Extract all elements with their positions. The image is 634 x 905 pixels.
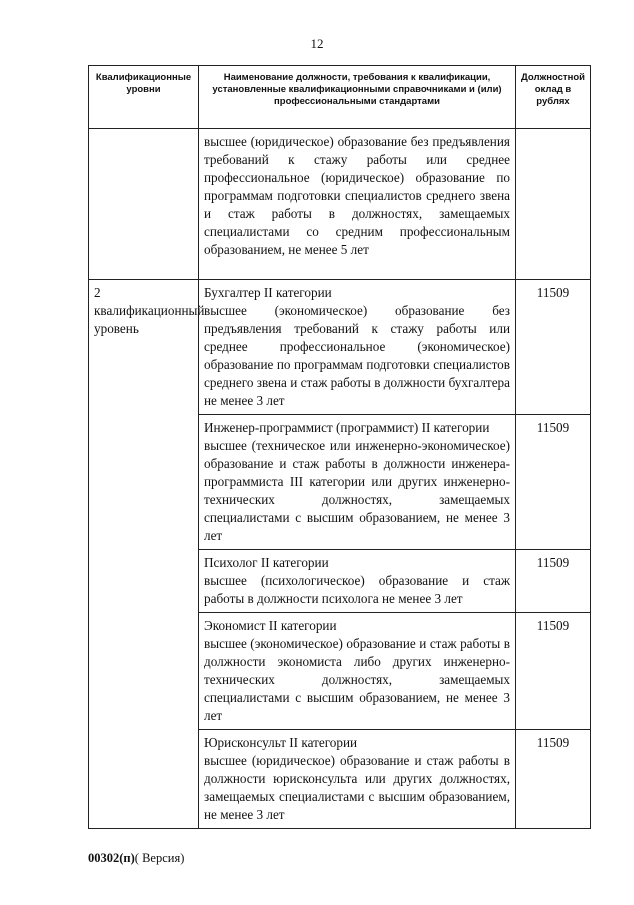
level-cell-continued <box>89 129 199 280</box>
salary-cell <box>516 129 591 280</box>
requirements-text: высшее (экономическое) образование и стаж работы в должности экономиста либо других инженерно-технических должностях, замещаемых специалистами с высшим образованием, не менее 3 лет <box>204 636 510 723</box>
qualification-table <box>88 65 591 829</box>
document-version: ( Версия) <box>134 851 185 865</box>
position-cell <box>199 280 516 415</box>
position-cell <box>199 129 516 280</box>
position-cell <box>199 613 516 730</box>
salary-cell: 11509 <box>516 280 591 415</box>
position-cell <box>199 550 516 613</box>
position-cell <box>199 415 516 550</box>
header-position: Наименование должности, требования к квалификации, установленные квалификационными справочниками и (или) профессиональными стандартами <box>199 66 516 129</box>
position-title: Бухгалтер II категории <box>204 285 332 300</box>
position-title: Юрисконсульт II категории <box>204 735 358 750</box>
requirements-text: высшее (юридическое) образование и стаж работы в должности юрисконсульта или других должностях, замещаемых специалистами с высшим образованием, не менее 3 лет <box>204 753 510 822</box>
salary-cell: 11509 <box>516 415 591 550</box>
salary-cell: 11509 <box>516 613 591 730</box>
header-salary: Должностной оклад в рублях <box>516 66 591 129</box>
salary-cell: 11509 <box>516 730 591 829</box>
requirements-text: высшее (экономическое) образование без предъявления требований к стажу работы или среднее профессиональное (экономическое) образование по программам подготовки специалистов среднего звена и стаж работы в должности бухгалтера не менее 3 лет <box>204 303 510 408</box>
position-cell <box>199 730 516 829</box>
requirements-text: высшее (психологическое) образование и стаж работы в должности психолога не менее 3 лет <box>204 573 510 606</box>
header-level: Квалификационные уровни <box>89 66 199 129</box>
position-title: Психолог II категории <box>204 555 329 570</box>
salary-cell: 11509 <box>516 550 591 613</box>
requirements-text: высшее (техническое или инженерно-экономическое) образование и стаж работы в должности инженера-программиста III категории или других инженерно-технических должностях, замещаемых специалистами с высшим образованием, не менее 3 лет <box>204 438 510 543</box>
position-title: Инженер-программист (программист) II категории <box>204 420 490 435</box>
page-number: 12 <box>310 36 324 51</box>
document-code <box>88 851 184 866</box>
table-row <box>89 280 591 415</box>
position-title: Экономист II категории <box>204 618 337 633</box>
level-cell: 2 квалификационный уровень <box>89 280 199 829</box>
table-header-row <box>89 66 591 129</box>
table-row <box>89 129 591 280</box>
requirements-text: высшее (юридическое) образование без предъявления требований к стажу работы или среднее профессиональное (юридическое) образование по программам подготовки специалистов среднего звена и стаж работы в должностях, замещаемых специалистами со средним профессиональным образованием, не менее 5 лет <box>204 134 510 257</box>
document-code-number: 00302(п) <box>88 851 135 865</box>
